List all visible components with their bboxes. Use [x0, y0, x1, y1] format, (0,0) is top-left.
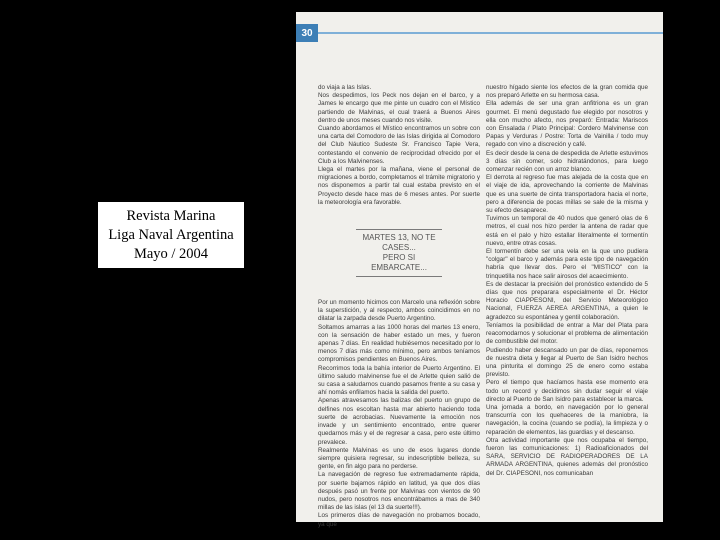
subheading-line-2: PERO SI EMBARCATE... — [371, 253, 427, 273]
paragraph: El tormentín debe ser una vela en la que uno pudiera "colgar" el barco y además para este tipo de navegación habría que llevar dos. Pero el "MISTICO" con la trinquetilla nos hace salir airosos del acaecimiento. — [486, 248, 648, 280]
paragraph: Los primeros días de navegación no probamos bocado, ya que — [318, 512, 480, 528]
subheading — [356, 229, 442, 277]
paragraph: Llega el martes por la mañana, viene el personal de migraciones a bordo, completamos el trámite migratorio y nos disponemos a partir tal cual estaba previsto en el Proyecto desde hace mas de 6 meses antes. Por suerte la meteorología era favorable. — [318, 166, 480, 206]
subheading-line-1: MARTES 13, NO TE CASES... — [362, 233, 436, 253]
paragraph: Por un momento hicimos con Marcelo una reflexión sobre la superstición, y al respecto, ambos coincidimos en no dilatar la zarpada desde Puerto Argentino. — [318, 299, 480, 323]
right-column — [486, 84, 648, 478]
paragraph: Pero el tiempo que hacíamos hasta ese momento era todo un record y decidimos sin dudar seguir el viaje directo al Puerto de San Isidro para establecer la marca. — [486, 379, 648, 403]
paragraph: Teníamos la posibilidad de entrar a Mar del Plata para reacomodarnos y solucionar el problema de alimentación de combustible del motor. — [486, 321, 648, 346]
paragraph: El derrota al regreso fue mas alejada de la costa que en el viaje de ida, aprovechando la corriente de Malvinas que es una suerte de cinta transportadora hacia el norte, pero a diferencia de pocas millas se sale de la misma y su efecto desaparece. — [486, 174, 648, 215]
paragraph: Cuando abordamos el Místico encontramos un sobre con una carta del Comodoro de las Islas dirigida al Comodoro del Club Náutico Sudeste Sr. Francisco Tapie Vera, contestando el convenio de reciprocidad ofrecido por el Club a los Malvinenses. — [318, 125, 480, 165]
paragraph: Tuvimos un temporal de 40 nudos que generó olas de 6 metros, el cual nos hizo perder la antena de radar que está en el palo y hizo estallar literalmente el tormentín nuevo, entre otras cosas. — [486, 215, 648, 247]
header-rule — [318, 32, 663, 34]
paragraph: Realmente Malvinas es uno de esos lugares donde siempre quisiera regresar, su indescriptible belleza, su gente, en fin algo para no perderse. — [318, 446, 480, 471]
caption-line-1: Revista Marina — [126, 208, 216, 224]
paragraph: La navegación de regreso fue extremadamente rápida, por suerte bajamos rápido en latitud, ya que dos días después pasó un frente por Malvinas con vientos de 90 nudos, pero nosotros nos encontrábamos a mas de 340 millas de las islas (el 13 da suerte!!!). — [318, 471, 480, 512]
paragraph: Apenas atravesamos las balizas del puerto un grupo de delfines nos escoltan hasta mar abierto haciendo toda suerte de acrobacias. Nuevamente la emoción nos invade y un sentimiento encontrado, entre querer quedarnos más y el de regresar a casa, pero este último prevalece. — [318, 397, 480, 446]
paragraph: Recorrimos toda la bahía interior de Puerto Argentino. El último saludo malvinense fue el de Arlette quien salió de su casa a saludarnos cuando pasamos frente a su casa y ahí nomás enfilamos hacia la salida del puerto. — [318, 364, 480, 397]
caption-line-3: Mayo / 2004 — [133, 246, 209, 262]
caption-line-2: Liga Naval Argentina — [108, 227, 234, 243]
paragraph: Otra actividad importante que nos ocupaba el tiempo, fueron las comunicaciones: 1) Radioaficionados del SARA, SERVICIO DE RADIOPERADORES DE LA ARMADA ARGENTINA, quienes además del pronóstico del Dr. CIAPESONI, nos comunicaban — [486, 436, 648, 477]
paragraph: Nos despedimos, los Peck nos dejan en el barco, y a James le encargo que me pinte un cuadro con el Místico partiendo de Malvinas, el cual traerá a Buenos Aires dentro de unos meses cuando nos visite. — [318, 92, 480, 124]
paragraph: Es decir desde la cena de despedida de Arlette estuvimos 3 días sin comer, solo hidratándonos, para luego comenzar recién con un arroz blanco. — [486, 149, 648, 174]
paragraph: Soltamos amarras a las 1000 horas del martes 13 enero, con la sensación de haber estado un mes, y fueron apenas 7 días. En realidad hubiésemos necesitado por lo menos 7 días más como mínimo, pero ambos teníamos compromisos pendientes en Buenos Aires. — [318, 323, 480, 364]
paragraph: do viaja a las Islas. — [318, 84, 372, 91]
paragraph: Pudiendo haber descansado un par de días, reponernos de nuestra dieta y llegar al Puerto de San Isidro hechos una pinturita el domingo 25 de enero como estaba previsto. — [486, 346, 648, 379]
page-number: 30 — [296, 24, 318, 42]
paragraph: nuestro hígado siente los efectos de la gran comida que nos preparó Arlette en su hermosa casa. — [486, 84, 648, 100]
paragraph: Una jornada a bordo, en navegación por lo general transcurría con los quehaceres de la maniobra, la navegación, la cocina (cuando se podía), la limpieza y o reparación de elementos, las guardias y el descanso. — [486, 403, 648, 436]
magazine-page — [296, 12, 663, 528]
paragraph: Es de destacar la precisión del pronóstico extendido de 5 días que nos preparara especialmente el Dr. Héctor Horacio CIAPPESONI, del Servicio Meteorológico Nacional, FUERZA AEREA ARGENTINA, a quien le agradezco su espontánea y gentil colaboración. — [486, 280, 648, 321]
left-column — [318, 84, 480, 529]
caption-box — [98, 202, 244, 268]
paragraph: Ella además de ser una gran anfitriona es un gran gourmet. El menú degustado fue elegido por nosotros y ella con mucho afecto, nos preparó: Entrada: Mariscos con Ensalada / Plato Principal: Cordero Malvinense con Papas y Verduras / Postre: Torta de Vainilla / todo muy regado con vino a discreción y café. — [486, 100, 648, 149]
